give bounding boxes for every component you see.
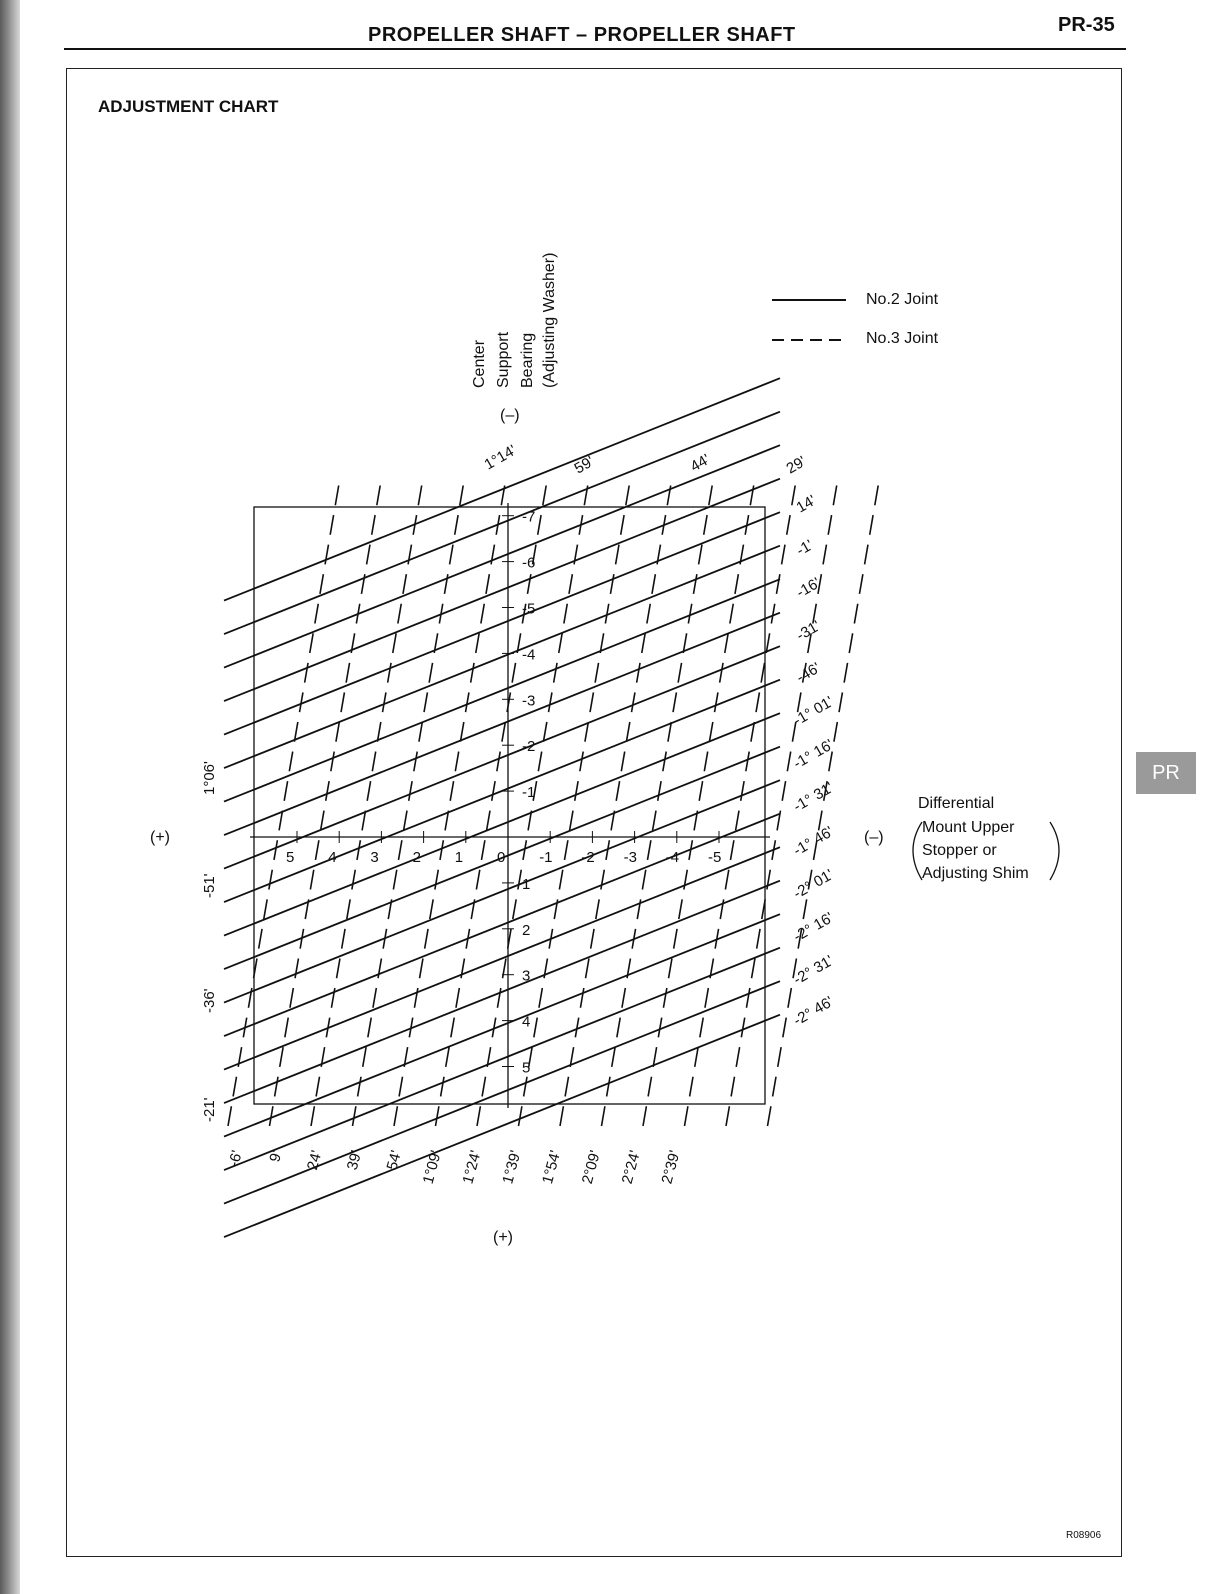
dashed-line-label: 1°54' bbox=[539, 1148, 565, 1186]
solid-line-label: 44' bbox=[687, 450, 713, 476]
solid-adjustment-line bbox=[224, 646, 780, 868]
y-tick-label: -3 bbox=[522, 692, 536, 710]
y-tick-label: 1 bbox=[522, 875, 531, 893]
solid-line-label: -1° 01' bbox=[790, 693, 837, 730]
dashed-adjustment-line bbox=[477, 478, 589, 1126]
solid-line-label: -1° 16' bbox=[790, 736, 837, 773]
y-tick-label: -1 bbox=[522, 784, 536, 802]
solid-line-label: -2° 16' bbox=[790, 909, 837, 946]
y-tick-label: -4 bbox=[522, 646, 536, 664]
vertical-axis-title-line: (Adjusting Washer) bbox=[541, 252, 558, 388]
dashed-line-label: 1°09' bbox=[419, 1148, 445, 1186]
solid-line-label: 59' bbox=[571, 452, 597, 478]
dashed-adjustment-line bbox=[643, 478, 755, 1126]
legend-solid-label: No.2 Joint bbox=[866, 291, 939, 308]
solid-line-label: -1° 31' bbox=[790, 779, 837, 816]
left-line-label: 1°06' bbox=[201, 761, 218, 795]
horizontal-axis-minus: (–) bbox=[864, 829, 884, 846]
x-tick-label: 4 bbox=[328, 849, 337, 866]
y-tick-label: 5 bbox=[522, 1059, 531, 1077]
solid-adjustment-line bbox=[224, 512, 780, 734]
page-header-title: PROPELLER SHAFT – PROPELLER SHAFT bbox=[368, 24, 796, 46]
dashed-line-label: 24' bbox=[303, 1148, 326, 1172]
left-line-label: -36' bbox=[201, 988, 218, 1013]
solid-adjustment-line bbox=[224, 847, 780, 1069]
solid-line-label: 1°14' bbox=[481, 441, 520, 474]
dashed-line-label: 2°39' bbox=[658, 1148, 684, 1186]
dashed-adjustment-line bbox=[394, 478, 506, 1126]
horizontal-axis-title-line: Differential bbox=[918, 795, 995, 812]
solid-adjustment-line bbox=[224, 881, 780, 1103]
x-tick-label: 0 bbox=[497, 849, 506, 866]
dashed-line-label: 1°24' bbox=[459, 1148, 485, 1186]
solid-line-label: -2° 01' bbox=[790, 866, 837, 903]
left-line-label: -51' bbox=[201, 873, 218, 898]
horizontal-axis-title-line: Stopper or bbox=[922, 842, 997, 859]
x-tick-label: 1 bbox=[454, 849, 464, 866]
solid-adjustment-line bbox=[224, 914, 780, 1136]
dashed-adjustment-line bbox=[311, 478, 423, 1126]
y-tick-label: 2 bbox=[522, 921, 531, 939]
dashed-adjustment-line bbox=[602, 478, 714, 1126]
y-tick-label: -6 bbox=[522, 554, 536, 572]
dashed-line-label: -6' bbox=[225, 1148, 246, 1169]
left-line-label: -21' bbox=[201, 1097, 218, 1122]
dashed-line-label: 9' bbox=[266, 1148, 286, 1164]
solid-line-label: -2° 46' bbox=[790, 993, 837, 1030]
x-tick-label: -4 bbox=[665, 849, 680, 866]
dashed-adjustment-line bbox=[228, 478, 340, 1126]
dashed-line-label: 39' bbox=[343, 1148, 366, 1172]
x-tick-label: -5 bbox=[708, 849, 722, 866]
vertical-axis-title-line: Bearing bbox=[519, 332, 536, 388]
x-tick-label: -2 bbox=[581, 849, 595, 866]
dashed-line-label: 2°09' bbox=[578, 1148, 605, 1186]
vertical-axis-title-line: Center bbox=[471, 339, 488, 388]
horizontal-axis-plus: (+) bbox=[150, 829, 170, 846]
dashed-adjustment-line bbox=[560, 478, 672, 1126]
axis-title-left-paren bbox=[913, 822, 922, 880]
solid-adjustment-line bbox=[224, 579, 780, 801]
x-tick-label: 3 bbox=[370, 849, 379, 866]
x-tick-label: -1 bbox=[539, 849, 553, 866]
dashed-adjustment-line bbox=[685, 478, 797, 1126]
dashed-adjustment-line bbox=[768, 478, 880, 1126]
solid-adjustment-line bbox=[224, 613, 780, 835]
dashed-line-label: 2°24' bbox=[618, 1148, 644, 1186]
solid-line-label: -16' bbox=[793, 574, 824, 602]
solid-line-label: -1° 46' bbox=[790, 823, 837, 860]
dashed-line-label: 1°39' bbox=[499, 1148, 525, 1186]
solid-line-label: 14' bbox=[793, 491, 819, 517]
solid-adjustment-line bbox=[224, 814, 780, 1036]
vertical-axis-title-line: Support bbox=[495, 331, 512, 388]
horizontal-axis-title-line: Mount Upper bbox=[922, 819, 1015, 836]
x-tick-label: 5 bbox=[286, 849, 295, 866]
solid-adjustment-line bbox=[224, 412, 780, 634]
page-number: PR-35 bbox=[1058, 14, 1115, 36]
y-tick-label: 3 bbox=[522, 967, 531, 985]
solid-adjustment-line bbox=[224, 445, 780, 667]
x-tick-label: 2 bbox=[412, 849, 421, 866]
solid-line-label: -1' bbox=[793, 536, 817, 560]
solid-adjustment-line bbox=[224, 1015, 780, 1237]
chart-box bbox=[254, 507, 765, 1104]
dashed-adjustment-line bbox=[519, 478, 631, 1126]
solid-line-label: -46' bbox=[793, 659, 824, 687]
y-tick-label: -5 bbox=[522, 600, 536, 618]
section-title: ADJUSTMENT CHART bbox=[98, 97, 279, 116]
solid-line-label: -31' bbox=[793, 617, 824, 645]
y-tick-label: -2 bbox=[522, 738, 536, 756]
vertical-axis-minus: (–) bbox=[500, 407, 520, 424]
solid-line-label: 29' bbox=[783, 452, 809, 478]
vertical-axis-plus: (+) bbox=[493, 1229, 513, 1246]
solid-line-label: -2° 31' bbox=[790, 952, 837, 989]
x-tick-label: -3 bbox=[623, 849, 637, 866]
figure-ref-code: R08906 bbox=[1066, 1530, 1102, 1541]
y-tick-label: -7 bbox=[522, 508, 536, 526]
horizontal-axis-title-line: Adjusting Shim bbox=[922, 865, 1029, 882]
dashed-line-label: 54' bbox=[383, 1148, 406, 1172]
y-tick-label: 4 bbox=[522, 1013, 531, 1031]
axis-title-right-paren bbox=[1050, 822, 1059, 880]
section-tab[interactable]: PR bbox=[1136, 752, 1196, 794]
legend-dashed-label: No.3 Joint bbox=[866, 330, 939, 347]
